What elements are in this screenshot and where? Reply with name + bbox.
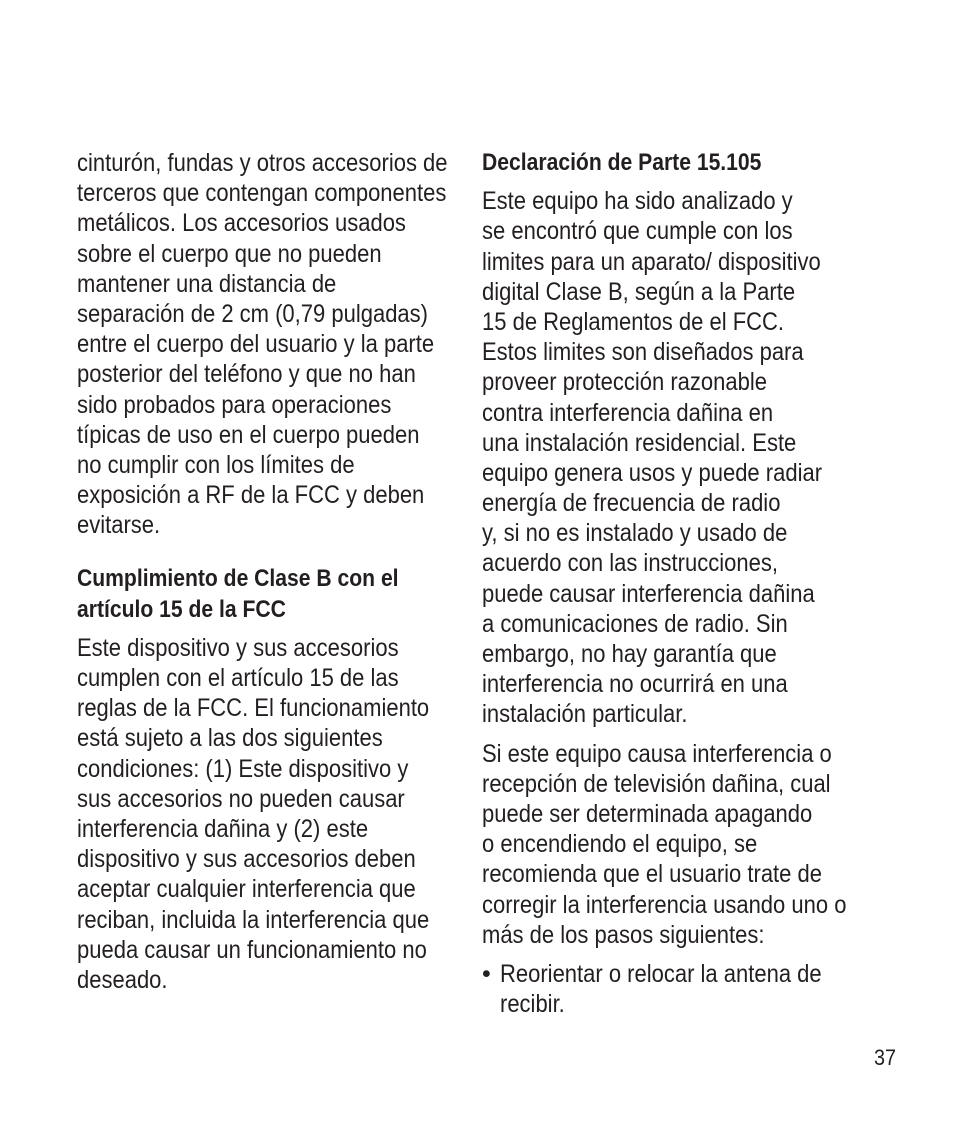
text-line: sus accesorios no pueden causar xyxy=(77,784,405,813)
text-line: puede ser determinada apagando xyxy=(482,799,813,828)
text-line: está sujeto a las dos siguientes xyxy=(77,724,383,753)
text-line: deseado. xyxy=(77,965,168,994)
section-heading-clase-b xyxy=(77,564,455,624)
bullet-icon: • xyxy=(482,959,491,988)
page-number: 37 xyxy=(874,1045,897,1070)
text-line: se encontró que cumple con los xyxy=(482,217,793,246)
section-heading-parte-15-105 xyxy=(482,148,860,178)
left-column xyxy=(77,148,455,995)
spacer xyxy=(77,625,455,633)
text-line: contra interferencia dañina en xyxy=(482,398,774,427)
text-line: aceptar cualquier interferencia que xyxy=(77,875,416,904)
text-line: y, si no es instalado y usado de xyxy=(482,519,788,548)
parte-15-105-paragraph-2 xyxy=(482,739,860,950)
text-line: acuerdo con las instrucciones, xyxy=(482,549,778,578)
text-line: más de los pasos siguientes: xyxy=(482,920,765,949)
text-line: embargo, no hay garantía que xyxy=(482,640,777,668)
text-line: puede causar interferencia dañina xyxy=(482,579,815,608)
text-line: recibir. xyxy=(500,990,565,1019)
text-line: mantener una distancia de xyxy=(77,269,337,298)
heading-line: Cumplimiento de Clase B con el xyxy=(77,565,399,593)
text-line: condiciones: (1) Este dispositivo y xyxy=(77,754,409,783)
text-line: pueda causar un funcionamiento no xyxy=(77,935,427,964)
text-line: interferencia no ocurrirá en una xyxy=(482,670,788,699)
text-line: posterior del teléfono y que no han xyxy=(77,360,416,389)
spacer xyxy=(482,730,860,739)
parte-15-105-paragraph-1 xyxy=(482,186,860,729)
text-line: exposición a RF de la FCC y deben xyxy=(77,481,425,510)
text-line: recomienda que el usuario trate de xyxy=(482,860,822,889)
heading-line: artículo 15 de la FCC xyxy=(77,595,286,623)
clase-b-paragraph xyxy=(77,633,455,995)
text-line: sido probados para operaciones xyxy=(77,390,392,419)
text-line: corregir la interferencia usando uno o xyxy=(482,890,847,919)
intro-paragraph xyxy=(77,148,455,540)
text-line: instalación particular. xyxy=(482,700,688,729)
heading-line: Declaración de Parte 15.105 xyxy=(482,149,762,176)
text-line: Este dispositivo y sus accesorios xyxy=(77,633,399,662)
spacer xyxy=(77,540,455,564)
spacer xyxy=(482,178,860,186)
text-line: típicas de uso en el cuerpo pueden xyxy=(77,420,420,449)
text-line: proveer protección razonable xyxy=(482,368,767,397)
text-line: una instalación residencial. Este xyxy=(482,428,797,457)
text-line: cinturón, fundas y otros accesorios de xyxy=(77,149,448,177)
spacer xyxy=(482,950,860,959)
text-line: dispositivo y sus accesorios deben xyxy=(77,845,416,874)
text-line: entre el cuerpo del usuario y la parte xyxy=(77,330,435,359)
text-line: energía de frecuencia de radio xyxy=(482,489,781,518)
bullet-list-item xyxy=(482,959,860,1019)
text-line: terceros que contengan componentes xyxy=(77,179,447,208)
text-line: digital Clase B, según a la Parte xyxy=(482,277,796,306)
text-line: Este equipo ha sido analizado y xyxy=(482,187,793,216)
text-line: a comunicaciones de radio. Sin xyxy=(482,609,788,638)
text-line: recepción de televisión dañina, cual xyxy=(482,769,831,798)
text-line: reciban, incluida la interferencia que xyxy=(77,905,430,934)
text-line: Estos limites son diseñados para xyxy=(482,338,804,367)
text-line: metálicos. Los accesorios usados xyxy=(77,209,406,238)
text-line: interferencia dañina y (2) este xyxy=(77,814,369,843)
text-line: equipo genera usos y puede radiar xyxy=(482,458,823,487)
text-line: 15 de Reglamentos de el FCC. xyxy=(482,307,785,336)
text-line: evitarse. xyxy=(77,511,161,540)
right-column xyxy=(482,148,860,1019)
text-line: limites para un aparato/ dispositivo xyxy=(482,247,821,276)
text-line: reglas de la FCC. El funcionamiento xyxy=(77,694,430,723)
text-line: Si este equipo causa interferencia o xyxy=(482,739,832,768)
text-line: sobre el cuerpo que no pueden xyxy=(77,239,382,268)
text-line: cumplen con el artículo 15 de las xyxy=(77,664,399,692)
text-line: separación de 2 cm (0,79 pulgadas) xyxy=(77,299,428,328)
text-line: no cumplir con los límites de xyxy=(77,450,355,479)
text-line: Reorientar o relocar la antena de xyxy=(500,959,822,988)
text-line: o encendiendo el equipo, se xyxy=(482,830,758,859)
